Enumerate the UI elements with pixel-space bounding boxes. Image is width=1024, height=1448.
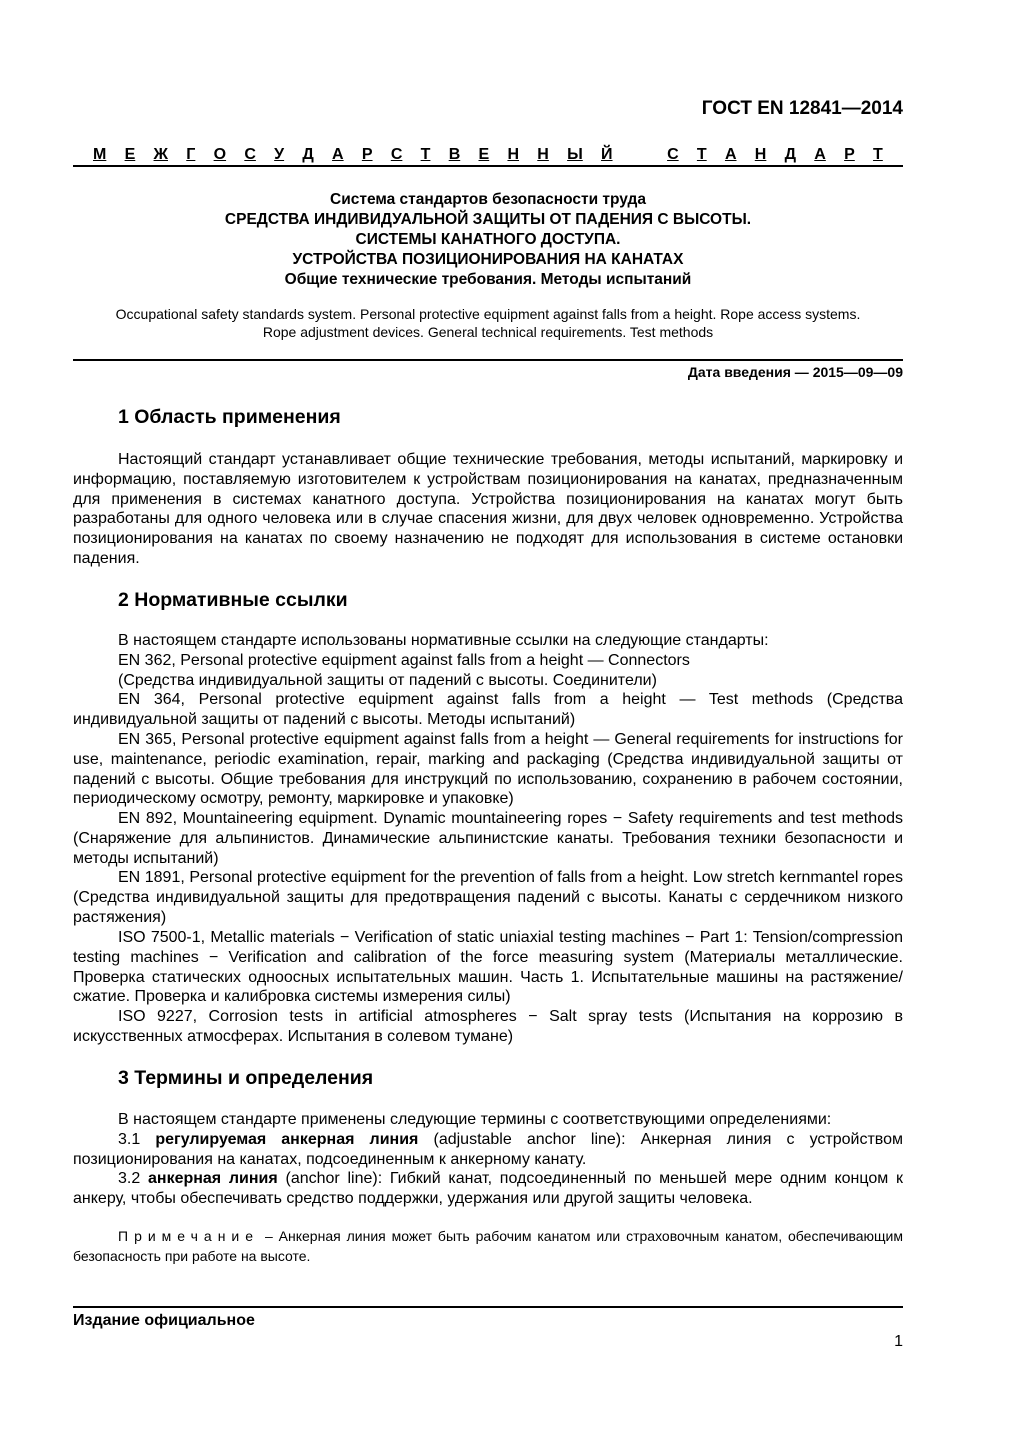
standard-type-letter: А: [332, 146, 344, 163]
title-line-3: СИСТЕМЫ КАНАТНОГО ДОСТУПА.: [355, 231, 621, 248]
standard-type-letter: Н: [507, 146, 520, 163]
document-code: ГОСТ EN 12841—2014: [701, 98, 903, 119]
standard-type-letter: У: [274, 146, 285, 163]
document-page: [73, 0, 903, 1448]
ref-en362-line1: EN 362, Personal protective equipment against falls from a height — Connectors: [118, 652, 690, 669]
english-title-line-2: Rope adjustment devices. General technical requirements. Test methods: [262, 324, 714, 340]
title-block: [73, 190, 903, 290]
title-line-2: СРЕДСТВА ИНДИВИДУАЛЬНОЙ ЗАЩИТЫ ОТ ПАДЕНИЯ С ВЫСОТЫ.: [224, 211, 752, 228]
page-number: 1: [894, 1333, 903, 1350]
section-1-paragraph: Настоящий стандарт устанавливает общие технические требования, методы испытаний, маркировку и информацию, поставляемую изготовителем к устройствам позиционирования на канатах, предназначенным для применения в системах канатного доступа. Устройства позиционирования на канатах могут быть разработаны для одного человека или в случае спасения жизни, для двух человек одновременно. Устройства позиционирования на канатах по своему назначению не подходят для использования в системе остановки падения.: [73, 451, 903, 567]
title-line-4: УСТРОЙСТВА ПОЗИЦИОНИРОВАНИЯ НА КАНАТАХ: [292, 251, 684, 268]
header-rule: [73, 165, 903, 167]
standard-type-letter: Т: [420, 146, 431, 163]
standard-type-letter: Е: [124, 146, 136, 163]
standard-type-letter: Р: [844, 146, 855, 163]
ref-iso7500: ISO 7500-1, Metallic materials − Verification of static uniaxial testing machines − Part 1: Tension/compression testing machines − Verification and calibration of the force measuring system (Материалы металлические. Проверка статических одноосных испытательных машин. Часть 1. Испытательные машины на растяжение/сжатие. Проверка и калибровка системы измерения силы): [73, 929, 903, 1006]
ref-en892: EN 892, Mountaineering equipment. Dynamic mountaineering ropes − Safety requirements and test methods (Снаряжение для альпинистов. Динамические альпинистские канаты. Требования техники безопасности и методы испытаний): [73, 810, 903, 867]
section-3-heading: 3 Термины и определения: [118, 1067, 374, 1089]
standard-type-letter: А: [814, 146, 826, 163]
note-label: Примечание: [118, 1228, 260, 1244]
title-line-5: Общие технические требования. Методы испытаний: [284, 271, 692, 288]
standard-type-letter: Н: [537, 146, 549, 163]
term-3-2: [73, 1169, 903, 1209]
standard-type-letter: Ы: [567, 146, 583, 163]
section-2-heading: 2 Нормативные ссылки: [118, 589, 348, 611]
footer-rule: [73, 1306, 903, 1308]
standard-type-letter: А: [724, 146, 737, 163]
term-3-1: [73, 1130, 903, 1170]
standard-type-heading: [93, 146, 883, 164]
introduction-date: Дата введения — 2015—09—09: [687, 364, 903, 380]
ref-en362-line2: (Средства индивидуальной защиты от падений с высоты. Соединители): [118, 672, 657, 689]
standard-type-letter: С: [390, 146, 403, 163]
term-3-2-definition: (anchor line): Гибкий канат, подсоединенный по меньшей мере одним концом к анкеру, чтобы обеспечивать средство поддержки, удержания или другой защиты человека.: [73, 1170, 904, 1207]
title-rule: [73, 359, 903, 361]
english-title: [73, 305, 903, 341]
term-3-1-term: регулируемая анкерная линия: [155, 1131, 419, 1148]
standard-type-letter: Е: [478, 146, 490, 163]
ref-iso9227: ISO 9227, Corrosion tests in artificial atmospheres − Salt spray tests (Испытания на коррозию в искусственных атмосферах. Испытания в солевом тумане): [73, 1008, 903, 1045]
ref-en1891: EN 1891, Personal protective equipment for the prevention of falls from a height. Low stretch kernmantel ropes (Средства индивидуальной защиты для предотвращения падений с высоты. Канаты с сердечником низкого растяжения): [73, 869, 903, 926]
note-text: – Анкерная линия может быть рабочим канатом или страховочным канатом, обеспечивающим безопасность при работе на высоте.: [73, 1228, 903, 1264]
note: [73, 1227, 903, 1266]
ref-en365: EN 365, Personal protective equipment against falls from a height — General requirements for instructions for use, maintenance, periodic examination, repair, marking and packaging (Средства индивидуальной защиты от падений с высоты. Общие требования для инструкций по использованию, сохранению в рабочем состоянии, периодическому осмотру, ремонту, маркировке и упаковке): [73, 731, 903, 808]
section-2-intro: В настоящем стандарте использованы нормативные ссылки на следующие стандарты:: [118, 632, 769, 649]
standard-type-letter: Т: [873, 146, 883, 163]
term-3-2-term: анкерная линия: [148, 1170, 278, 1187]
standard-type-letter: О: [213, 146, 227, 163]
standard-type-letter: Р: [361, 146, 373, 163]
standard-type-gap: [631, 146, 649, 164]
section-3-intro: В настоящем стандарте применены следующие термины с соответствующими определениями:: [118, 1111, 832, 1128]
term-3-2-number: 3.2: [118, 1170, 141, 1187]
standard-type-letter: С: [244, 146, 256, 163]
standard-type-letter: С: [667, 146, 679, 163]
standard-type-letter: Г: [186, 146, 196, 163]
standard-type-letter: М: [93, 146, 107, 163]
ref-en364: EN 364, Personal protective equipment against falls from a height — Test methods (Средства индивидуальной защиты от падений с высоты. Методы испытаний): [73, 691, 903, 728]
term-3-1-definition: (adjustable anchor line): Анкерная линия с устройством позиционирования на канатах, подсоединенным к анкерному канату.: [73, 1131, 904, 1168]
standard-type-letter: Н: [754, 146, 767, 163]
standard-type-letter: Й: [601, 146, 613, 163]
english-title-line-1: Occupational safety standards system. Personal protective equipment against falls from a height. Rope access systems.: [115, 306, 861, 322]
standard-type-letter: Ж: [153, 146, 168, 163]
standard-type-letter: В: [448, 146, 461, 163]
standard-type-letter: Д: [784, 146, 797, 163]
section-1-heading: 1 Область применения: [118, 406, 341, 428]
standard-type-letter: Д: [302, 146, 314, 163]
title-line-1: Система стандартов безопасности труда: [330, 191, 646, 208]
standard-type-letter: Т: [696, 146, 707, 163]
term-3-1-number: 3.1: [118, 1131, 141, 1148]
official-edition-label: Издание официальное: [73, 1312, 255, 1329]
